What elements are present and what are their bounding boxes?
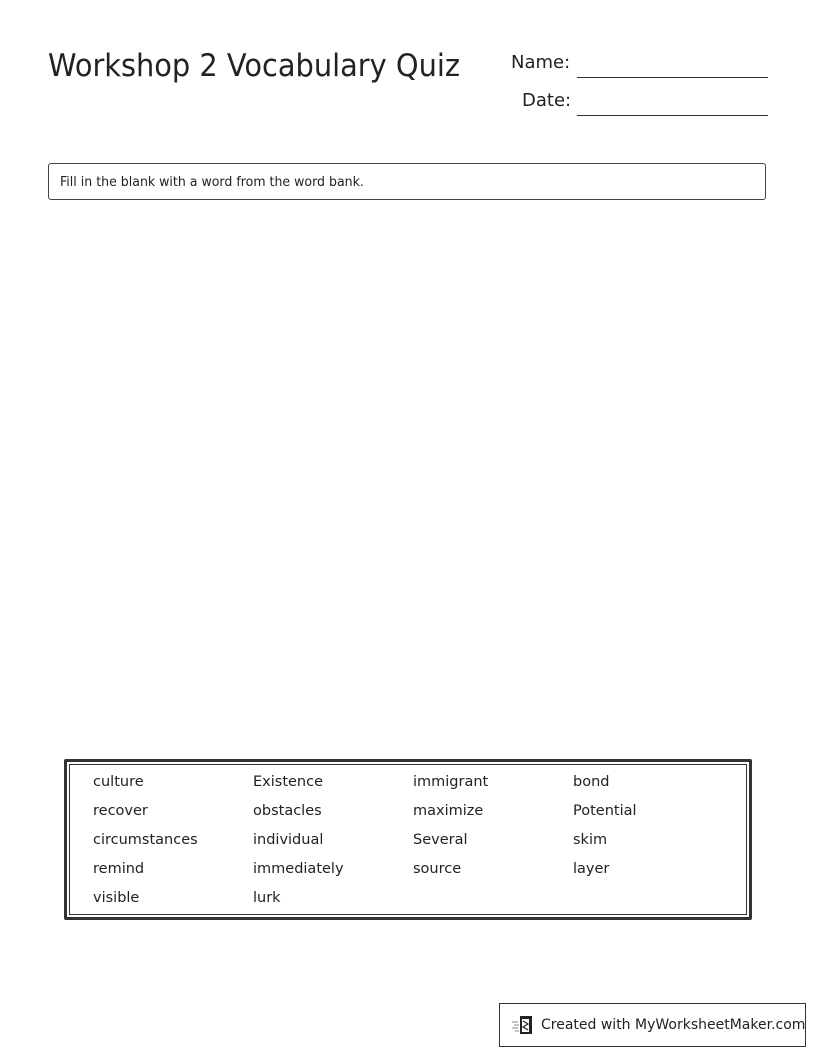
word-bank bbox=[64, 759, 752, 920]
instructions-box bbox=[48, 163, 766, 200]
date-label: Date: bbox=[522, 90, 572, 111]
footer-text: Created with MyWorksheetMaker.com bbox=[541, 1017, 806, 1033]
name-blank-line[interactable] bbox=[577, 77, 768, 78]
name-label: Name: bbox=[511, 52, 571, 73]
word-bank-item: Several bbox=[413, 832, 468, 848]
word-bank-item: layer bbox=[573, 861, 610, 877]
date-blank-line[interactable] bbox=[577, 115, 768, 116]
word-bank-item: skim bbox=[573, 832, 608, 848]
page-title: Workshop 2 Vocabulary Quiz bbox=[48, 48, 460, 84]
word-bank-item: maximize bbox=[413, 803, 484, 819]
word-bank-item: visible bbox=[93, 890, 140, 906]
word-bank-item: recover bbox=[93, 803, 148, 819]
word-bank-item: lurk bbox=[253, 890, 281, 906]
name-field[interactable] bbox=[500, 48, 768, 78]
word-bank-item: Potential bbox=[573, 803, 637, 819]
word-bank-item: individual bbox=[253, 832, 324, 848]
word-bank-item: Existence bbox=[253, 774, 324, 790]
word-bank-item: remind bbox=[93, 861, 145, 877]
word-bank-item: obstacles bbox=[253, 803, 322, 819]
word-bank-item: culture bbox=[93, 774, 144, 790]
word-bank-item: bond bbox=[573, 774, 610, 790]
word-bank-item: immigrant bbox=[413, 774, 489, 790]
instructions-text: Fill in the blank with a word from the word bank. bbox=[60, 174, 364, 190]
word-bank-item: source bbox=[413, 861, 462, 877]
footer-credit[interactable] bbox=[499, 1003, 806, 1047]
word-bank-item: circumstances bbox=[93, 832, 198, 848]
worksheet-logo-icon bbox=[511, 1015, 535, 1035]
word-bank-item: immediately bbox=[253, 861, 344, 877]
date-field[interactable] bbox=[500, 86, 768, 116]
